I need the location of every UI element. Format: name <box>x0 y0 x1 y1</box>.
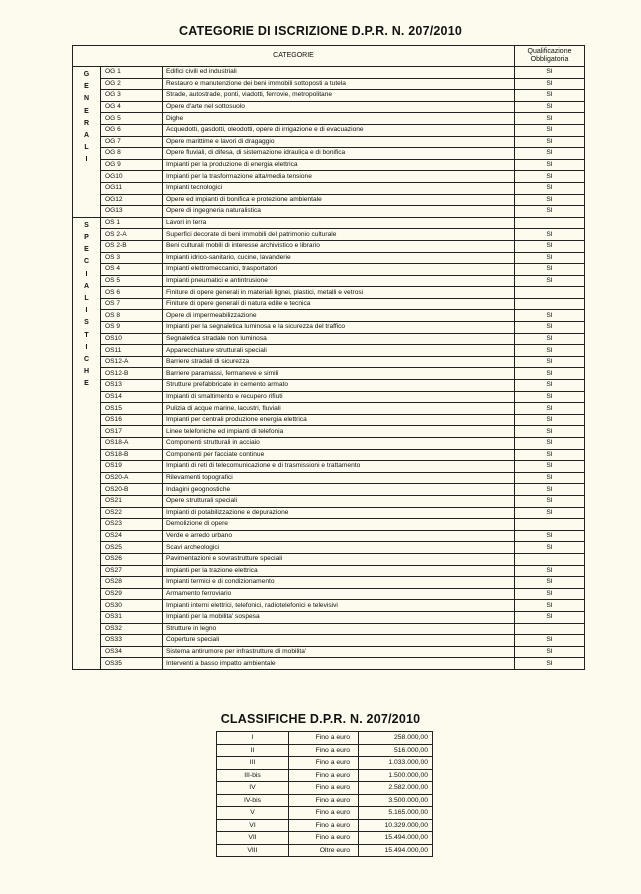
qualification-value: SI <box>515 275 585 287</box>
classifica-level: III <box>217 757 289 770</box>
table-row <box>73 588 585 600</box>
table-row <box>73 159 585 171</box>
table-row <box>73 206 585 218</box>
table-row <box>73 240 585 252</box>
classifica-level: IV <box>217 782 289 795</box>
category-description: Barriere paramassi, fermaneve e simili <box>163 368 515 380</box>
table-row <box>73 507 585 519</box>
table-row <box>73 530 585 542</box>
qualification-value: SI <box>515 322 585 334</box>
category-description: Apparecchiature strutturali speciali <box>163 345 515 357</box>
category-description: Sistema antirumore per infrastrutture di mobilita' <box>163 646 515 658</box>
category-code: OS15 <box>101 403 163 415</box>
classifica-label: Fino a euro <box>289 744 359 757</box>
qualification-value: SI <box>515 252 585 264</box>
classifica-level: III-bis <box>217 769 289 782</box>
qualification-value: SI <box>515 333 585 345</box>
group-label-specialistiche: S P E C I A L I S T I C H E <box>73 217 101 669</box>
category-code: OS 4 <box>101 264 163 276</box>
qualification-value: SI <box>515 264 585 276</box>
classifica-level: II <box>217 744 289 757</box>
category-description: Finiture di opere generali in materiali lignei, plastici, metalli e vetrosi <box>163 287 515 299</box>
category-code: OS14 <box>101 391 163 403</box>
category-description: Opere marittime e lavori di dragaggio <box>163 136 515 148</box>
table-row <box>73 449 585 461</box>
table-row <box>73 356 585 368</box>
table-row <box>73 438 585 450</box>
category-code: OS12-A <box>101 356 163 368</box>
classifica-amount: 2.582.000,00 <box>359 782 433 795</box>
table-row <box>73 368 585 380</box>
table-row <box>73 148 585 160</box>
category-code: OS 1 <box>101 217 163 229</box>
table-row <box>73 403 585 415</box>
classifica-amount: 516.000,00 <box>359 744 433 757</box>
table-row <box>73 229 585 241</box>
table-row <box>73 90 585 102</box>
table-row <box>217 744 433 757</box>
qualification-value: SI <box>515 229 585 241</box>
category-code: OS 3 <box>101 252 163 264</box>
category-description: Impianti per la segnaletica luminosa e la sicurezza del traffico <box>163 322 515 334</box>
classifica-level: IV-bis <box>217 794 289 807</box>
category-code: OS23 <box>101 519 163 531</box>
table-row <box>73 298 585 310</box>
category-description: Impianti per la produzione di energia elettrica <box>163 159 515 171</box>
header-categorie: CATEGORIE <box>73 46 515 67</box>
qualification-value: SI <box>515 171 585 183</box>
table-row <box>73 113 585 125</box>
category-description: Interventi a basso impatto ambientale <box>163 658 515 670</box>
classifica-label: Oltre euro <box>289 844 359 857</box>
qualification-value <box>515 298 585 310</box>
qualification-value: SI <box>515 484 585 496</box>
category-code: OS20-A <box>101 472 163 484</box>
category-code: OS31 <box>101 611 163 623</box>
table-row <box>217 844 433 857</box>
table-row <box>73 322 585 334</box>
table-row <box>73 101 585 113</box>
table-row <box>73 426 585 438</box>
classifica-label: Fino a euro <box>289 794 359 807</box>
category-description: Opere fluviali, di difesa, di sistemazione idraulica e di bonifica <box>163 148 515 160</box>
qualification-value: SI <box>515 368 585 380</box>
table-row <box>73 287 585 299</box>
table-row <box>73 380 585 392</box>
category-code: OS25 <box>101 542 163 554</box>
classifica-label: Fino a euro <box>289 782 359 795</box>
classifica-amount: 10.329.000,00 <box>359 819 433 832</box>
table-row <box>73 495 585 507</box>
qualification-value: SI <box>515 403 585 415</box>
category-code: OS 2-B <box>101 240 163 252</box>
table-row <box>217 757 433 770</box>
qualification-value: SI <box>515 345 585 357</box>
category-code: OS30 <box>101 600 163 612</box>
classifica-amount: 15.494.000,00 <box>359 844 433 857</box>
category-code: OG 2 <box>101 78 163 90</box>
table-row <box>73 646 585 658</box>
category-code: OS22 <box>101 507 163 519</box>
category-code: OG 4 <box>101 101 163 113</box>
category-description: Finiture di opere generali di natura edile e tecnica <box>163 298 515 310</box>
category-code: OS18-B <box>101 449 163 461</box>
categories-table <box>72 45 585 670</box>
table-row <box>73 461 585 473</box>
qualification-value: SI <box>515 136 585 148</box>
table-row <box>73 542 585 554</box>
qualification-value: SI <box>515 182 585 194</box>
qualification-value: SI <box>515 495 585 507</box>
category-code: OS35 <box>101 658 163 670</box>
table-row <box>73 275 585 287</box>
qualification-value: SI <box>515 380 585 392</box>
category-description: Impianti idrico-sanitario, cucine, lavanderie <box>163 252 515 264</box>
category-description: Impianti di reti di telecomunicazione e di trasmissioni e trattamento <box>163 461 515 473</box>
qualification-value: SI <box>515 310 585 322</box>
category-description: Indagini geognostiche <box>163 484 515 496</box>
table-row <box>73 78 585 90</box>
category-description: Componenti per facciate continue <box>163 449 515 461</box>
category-code: OS11 <box>101 345 163 357</box>
table-row <box>73 252 585 264</box>
category-description: Impianti per la trazione elettrica <box>163 565 515 577</box>
category-code: OS12-B <box>101 368 163 380</box>
table-row <box>73 565 585 577</box>
qualification-value: SI <box>515 542 585 554</box>
table-row <box>73 519 585 531</box>
qualification-value: SI <box>515 530 585 542</box>
category-code: OG 7 <box>101 136 163 148</box>
classifica-level: I <box>217 732 289 745</box>
header-qualificazione: Qualificazione Obbligatoria <box>515 46 585 67</box>
qualification-value: SI <box>515 113 585 125</box>
category-code: OS26 <box>101 553 163 565</box>
table-row <box>73 600 585 612</box>
category-description: Lavori in terra <box>163 217 515 229</box>
qualification-value: SI <box>515 148 585 160</box>
category-description: Scavi archeologici <box>163 542 515 554</box>
qualification-value: SI <box>515 206 585 218</box>
qualification-value: SI <box>515 565 585 577</box>
classifica-amount: 5.165.000,00 <box>359 807 433 820</box>
qualification-value: SI <box>515 461 585 473</box>
category-code: OG 3 <box>101 90 163 102</box>
category-code: OS18-A <box>101 438 163 450</box>
qualification-value: SI <box>515 507 585 519</box>
category-code: OS21 <box>101 495 163 507</box>
category-code: OS24 <box>101 530 163 542</box>
table-row <box>217 732 433 745</box>
table-row <box>73 136 585 148</box>
classifica-level: VI <box>217 819 289 832</box>
category-description: Impianti per la mobilita' sospesa <box>163 611 515 623</box>
category-code: OG10 <box>101 171 163 183</box>
category-description: Rilevamenti topografici <box>163 472 515 484</box>
category-description: Acquedotti, gasdotti, oleodotti, opere di irrigazione e di evacuazione <box>163 124 515 136</box>
category-code: OS32 <box>101 623 163 635</box>
classifica-level: V <box>217 807 289 820</box>
category-description: Opere strutturali speciali <box>163 495 515 507</box>
category-code: OG 1 <box>101 67 163 79</box>
category-description: Restauro e manutenzione dei beni immobili sottoposti a tutela <box>163 78 515 90</box>
category-code: OG11 <box>101 182 163 194</box>
classifica-amount: 1.500.000,00 <box>359 769 433 782</box>
qualification-value: SI <box>515 240 585 252</box>
category-code: OG 9 <box>101 159 163 171</box>
classifica-level: VII <box>217 832 289 845</box>
qualification-value: SI <box>515 101 585 113</box>
qualification-value: SI <box>515 438 585 450</box>
table-row <box>73 391 585 403</box>
category-description: Linee telefoniche ed impianti di telefonia <box>163 426 515 438</box>
qualification-value: SI <box>515 90 585 102</box>
category-code: OS27 <box>101 565 163 577</box>
category-code: OS 2-A <box>101 229 163 241</box>
category-description: Verde e arredo urbano <box>163 530 515 542</box>
classifica-amount: 15.494.000,00 <box>359 832 433 845</box>
table-row <box>73 577 585 589</box>
category-description: Edifici civili ed industriali <box>163 67 515 79</box>
table-row <box>73 124 585 136</box>
qualification-value: SI <box>515 588 585 600</box>
classifica-label: Fino a euro <box>289 757 359 770</box>
category-description: Dighe <box>163 113 515 125</box>
qualification-value: SI <box>515 78 585 90</box>
category-code: OS 6 <box>101 287 163 299</box>
table-row <box>217 819 433 832</box>
table-row <box>73 333 585 345</box>
category-description: Strutture in legno <box>163 623 515 635</box>
group-label-generali: G E N E R A L I <box>73 67 101 218</box>
category-description: Barriere stradali di sicurezza <box>163 356 515 368</box>
qualification-value: SI <box>515 194 585 206</box>
category-description: Strutture prefabbricate in cemento armato <box>163 380 515 392</box>
qualification-value <box>515 553 585 565</box>
classifiche-table <box>216 731 433 857</box>
table-row <box>217 832 433 845</box>
category-code: OS 5 <box>101 275 163 287</box>
classifiche-title: CLASSIFICHE D.P.R. N. 207/2010 <box>220 712 421 726</box>
qualification-value: SI <box>515 611 585 623</box>
table-row <box>73 658 585 670</box>
category-description: Pavimentazioni e sovrastrutture speciali <box>163 553 515 565</box>
category-description: Opere di ingegneria naturalistica <box>163 206 515 218</box>
qualification-value: SI <box>515 449 585 461</box>
qualification-value: SI <box>515 472 585 484</box>
category-description: Componenti strutturali in acciaio <box>163 438 515 450</box>
category-description: Coperture speciali <box>163 635 515 647</box>
qualification-value: SI <box>515 124 585 136</box>
classifica-label: Fino a euro <box>289 807 359 820</box>
category-code: OG 6 <box>101 124 163 136</box>
table-row <box>217 794 433 807</box>
table-row <box>73 635 585 647</box>
category-code: OG13 <box>101 206 163 218</box>
category-description: Impianti termici e di condizionamento <box>163 577 515 589</box>
qualification-value <box>515 623 585 635</box>
qualification-value: SI <box>515 600 585 612</box>
qualification-value: SI <box>515 658 585 670</box>
category-code: OG 8 <box>101 148 163 160</box>
category-description: Strade, autostrade, ponti, viadotti, ferrovie, metropolitane <box>163 90 515 102</box>
table-row <box>73 182 585 194</box>
category-code: OS 8 <box>101 310 163 322</box>
category-description: Opere di impermeabilizzazione <box>163 310 515 322</box>
category-code: OS13 <box>101 380 163 392</box>
category-code: OS20-B <box>101 484 163 496</box>
category-code: OS17 <box>101 426 163 438</box>
table-row <box>73 611 585 623</box>
table-row <box>73 553 585 565</box>
qualification-value: SI <box>515 426 585 438</box>
category-description: Superfici decorate di beni immobili del patrimonio culturale <box>163 229 515 241</box>
table-row <box>217 769 433 782</box>
table-row <box>73 217 585 229</box>
category-description: Opere d'arte nel sottosuolo <box>163 101 515 113</box>
category-description: Armamento ferroviario <box>163 588 515 600</box>
category-code: OS34 <box>101 646 163 658</box>
category-description: Impianti per la trasformazione alta/media tensione <box>163 171 515 183</box>
table-row <box>73 345 585 357</box>
qualification-value: SI <box>515 159 585 171</box>
table-row <box>73 414 585 426</box>
category-description: Impianti elettromeccanici, trasportatori <box>163 264 515 276</box>
category-code: OG 5 <box>101 113 163 125</box>
category-description: Beni culturali mobili di interesse archivistico e librario <box>163 240 515 252</box>
category-code: OS33 <box>101 635 163 647</box>
category-description: Demolizione di opere <box>163 519 515 531</box>
category-code: OG12 <box>101 194 163 206</box>
classifica-label: Fino a euro <box>289 732 359 745</box>
table-row <box>73 171 585 183</box>
table-row <box>73 264 585 276</box>
table-row <box>217 807 433 820</box>
table-row <box>73 310 585 322</box>
table-row <box>73 67 585 79</box>
category-description: Segnaletica stradale non luminosa <box>163 333 515 345</box>
qualification-value: SI <box>515 414 585 426</box>
qualification-value: SI <box>515 67 585 79</box>
qualification-value: SI <box>515 577 585 589</box>
category-description: Impianti pneumatici e antintrusione <box>163 275 515 287</box>
category-code: OS10 <box>101 333 163 345</box>
classifica-amount: 3.500.000,00 <box>359 794 433 807</box>
table-row <box>73 623 585 635</box>
classifica-amount: 258.000,00 <box>359 732 433 745</box>
category-description: Impianti per centrali produzione energia elettrica <box>163 414 515 426</box>
category-code: OS 7 <box>101 298 163 310</box>
classifica-label: Fino a euro <box>289 832 359 845</box>
category-code: OS16 <box>101 414 163 426</box>
qualification-value: SI <box>515 646 585 658</box>
classifica-label: Fino a euro <box>289 819 359 832</box>
table-row <box>73 194 585 206</box>
category-code: OS 9 <box>101 322 163 334</box>
category-description: Pulizia di acque marine, lacustri, fluviali <box>163 403 515 415</box>
classifica-amount: 1.033.000,00 <box>359 757 433 770</box>
category-code: OS19 <box>101 461 163 473</box>
classifica-label: Fino a euro <box>289 769 359 782</box>
page-title: CATEGORIE DI ISCRIZIONE D.P.R. N. 207/2010 <box>178 24 462 38</box>
category-description: Opere ed impianti di bonifica e protezione ambientale <box>163 194 515 206</box>
category-description: Impianti di smaltimento e recupero rifiuti <box>163 391 515 403</box>
category-description: Impianti di potabilizzazione e depurazione <box>163 507 515 519</box>
category-code: OS28 <box>101 577 163 589</box>
table-row <box>217 782 433 795</box>
table-row <box>73 472 585 484</box>
qualification-value: SI <box>515 391 585 403</box>
category-code: OS29 <box>101 588 163 600</box>
table-row <box>73 484 585 496</box>
qualification-value: SI <box>515 356 585 368</box>
category-description: Impianti tecnologici <box>163 182 515 194</box>
qualification-value <box>515 217 585 229</box>
qualification-value <box>515 519 585 531</box>
classifica-level: VIII <box>217 844 289 857</box>
qualification-value <box>515 287 585 299</box>
category-description: Impianti interni elettrici, telefonici, radiotelefonici e televisivi <box>163 600 515 612</box>
table-header-row <box>73 46 585 67</box>
qualification-value: SI <box>515 635 585 647</box>
